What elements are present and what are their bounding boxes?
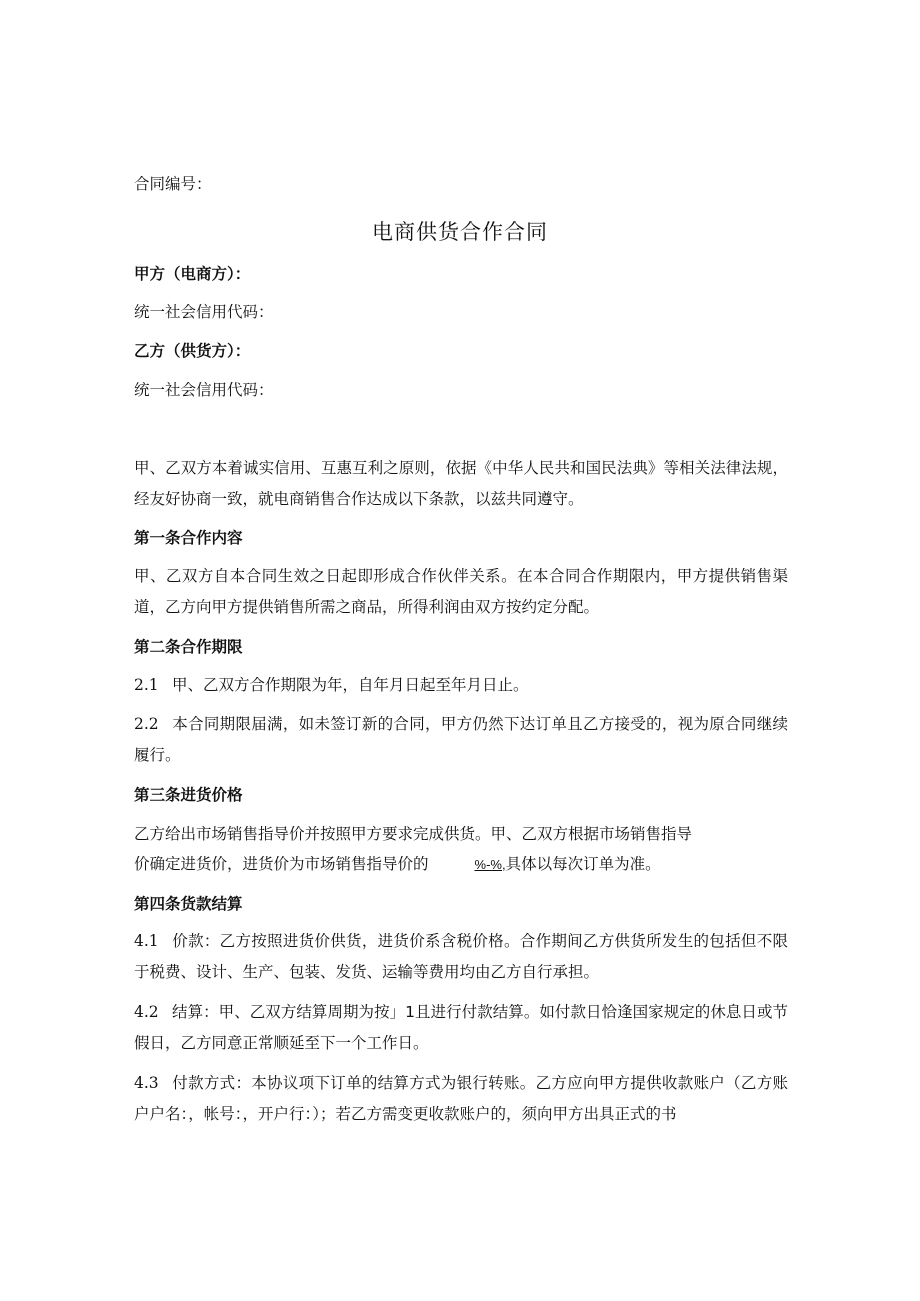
article-3-line-1: 乙方给出市场销售指导价并按照甲方要求完成供货。甲、乙双方根据市场销售指导 xyxy=(134,825,693,843)
article-1-body: 甲、乙双方自本合同生效之日起即形成合作伙伴关系。在本合同合作期限内，甲方提供销售渠道，乙方向甲方提供销售所需之商品，所得利润由双方按约定分配。 xyxy=(134,567,788,616)
article-1-heading: 第一条合作内容 xyxy=(134,529,243,547)
article-3-heading: 第三条进货价格 xyxy=(134,786,243,804)
party-a-label: 甲方（电商方）： xyxy=(134,265,251,283)
clause-2-2 xyxy=(134,709,788,771)
clause-number: 4.3 xyxy=(134,1074,159,1092)
clause-text: 本合同期限届满，如未签订新的合同，甲方仍然下达订单且乙方接受的，视为原合同继续履行。 xyxy=(134,715,788,764)
clause-text: 甲、乙双方合作期限为年，自年月日起至年月日止。 xyxy=(172,676,529,694)
clause-number: 4.2 xyxy=(134,1003,159,1021)
document-title: 电商供货合作合同 xyxy=(372,220,548,244)
article-3-line-2 xyxy=(134,854,661,875)
clause-4-2 xyxy=(134,997,788,1059)
clause-text: 结算：甲、乙双方结算周期为按」1且进行付款结算。如付款日恰逢国家规定的休息日或节假日，乙方同意正常顺延至下一个工作日。 xyxy=(134,1003,788,1052)
clause-4-3 xyxy=(134,1068,788,1130)
clause-number: 4.1 xyxy=(134,932,159,950)
clause-number: 2.2 xyxy=(134,715,159,733)
clause-2-1 xyxy=(134,670,788,701)
party-b-credit-code-label: 统一社会信用代码： xyxy=(134,381,274,399)
percentage-blank: %-%, xyxy=(474,857,506,872)
party-a-credit-code-label: 统一社会信用代码： xyxy=(134,303,274,321)
contract-number-label: 合同编号： xyxy=(134,175,212,193)
order-basis-text: 具体以每次订单为准。 xyxy=(505,855,661,873)
price-ratio-text: 价确定进货价，进货价为市场销售指导价的 xyxy=(134,855,429,873)
clause-text: 价款：乙方按照进货价供货，进货价系含税价格。合作期间乙方供货所发生的包括但不限于税费、设计、生产、包装、发货、运输等费用均由乙方自行承担。 xyxy=(134,932,788,981)
party-b-label: 乙方（供货方）： xyxy=(134,342,251,360)
article-4-heading: 第四条货款结算 xyxy=(134,895,243,913)
clause-number: 2.1 xyxy=(134,676,159,694)
clause-4-1 xyxy=(134,926,788,988)
clause-text: 付款方式：本协议项下订单的结算方式为银行转账。乙方应向甲方提供收款账户（乙方账户户名：，帐号：，开户行：）；若乙方需变更收款账户的，须向甲方出具正式的书 xyxy=(134,1074,788,1123)
preamble-paragraph: 甲、乙双方本着诚实信用、互惠互利之原则，依据《中华人民共和国民法典》等相关法律法规，经友好协商一致，就电商销售合作达成以下条款，以兹共同遵守。 xyxy=(134,459,788,508)
article-2-heading: 第二条合作期限 xyxy=(134,638,243,656)
